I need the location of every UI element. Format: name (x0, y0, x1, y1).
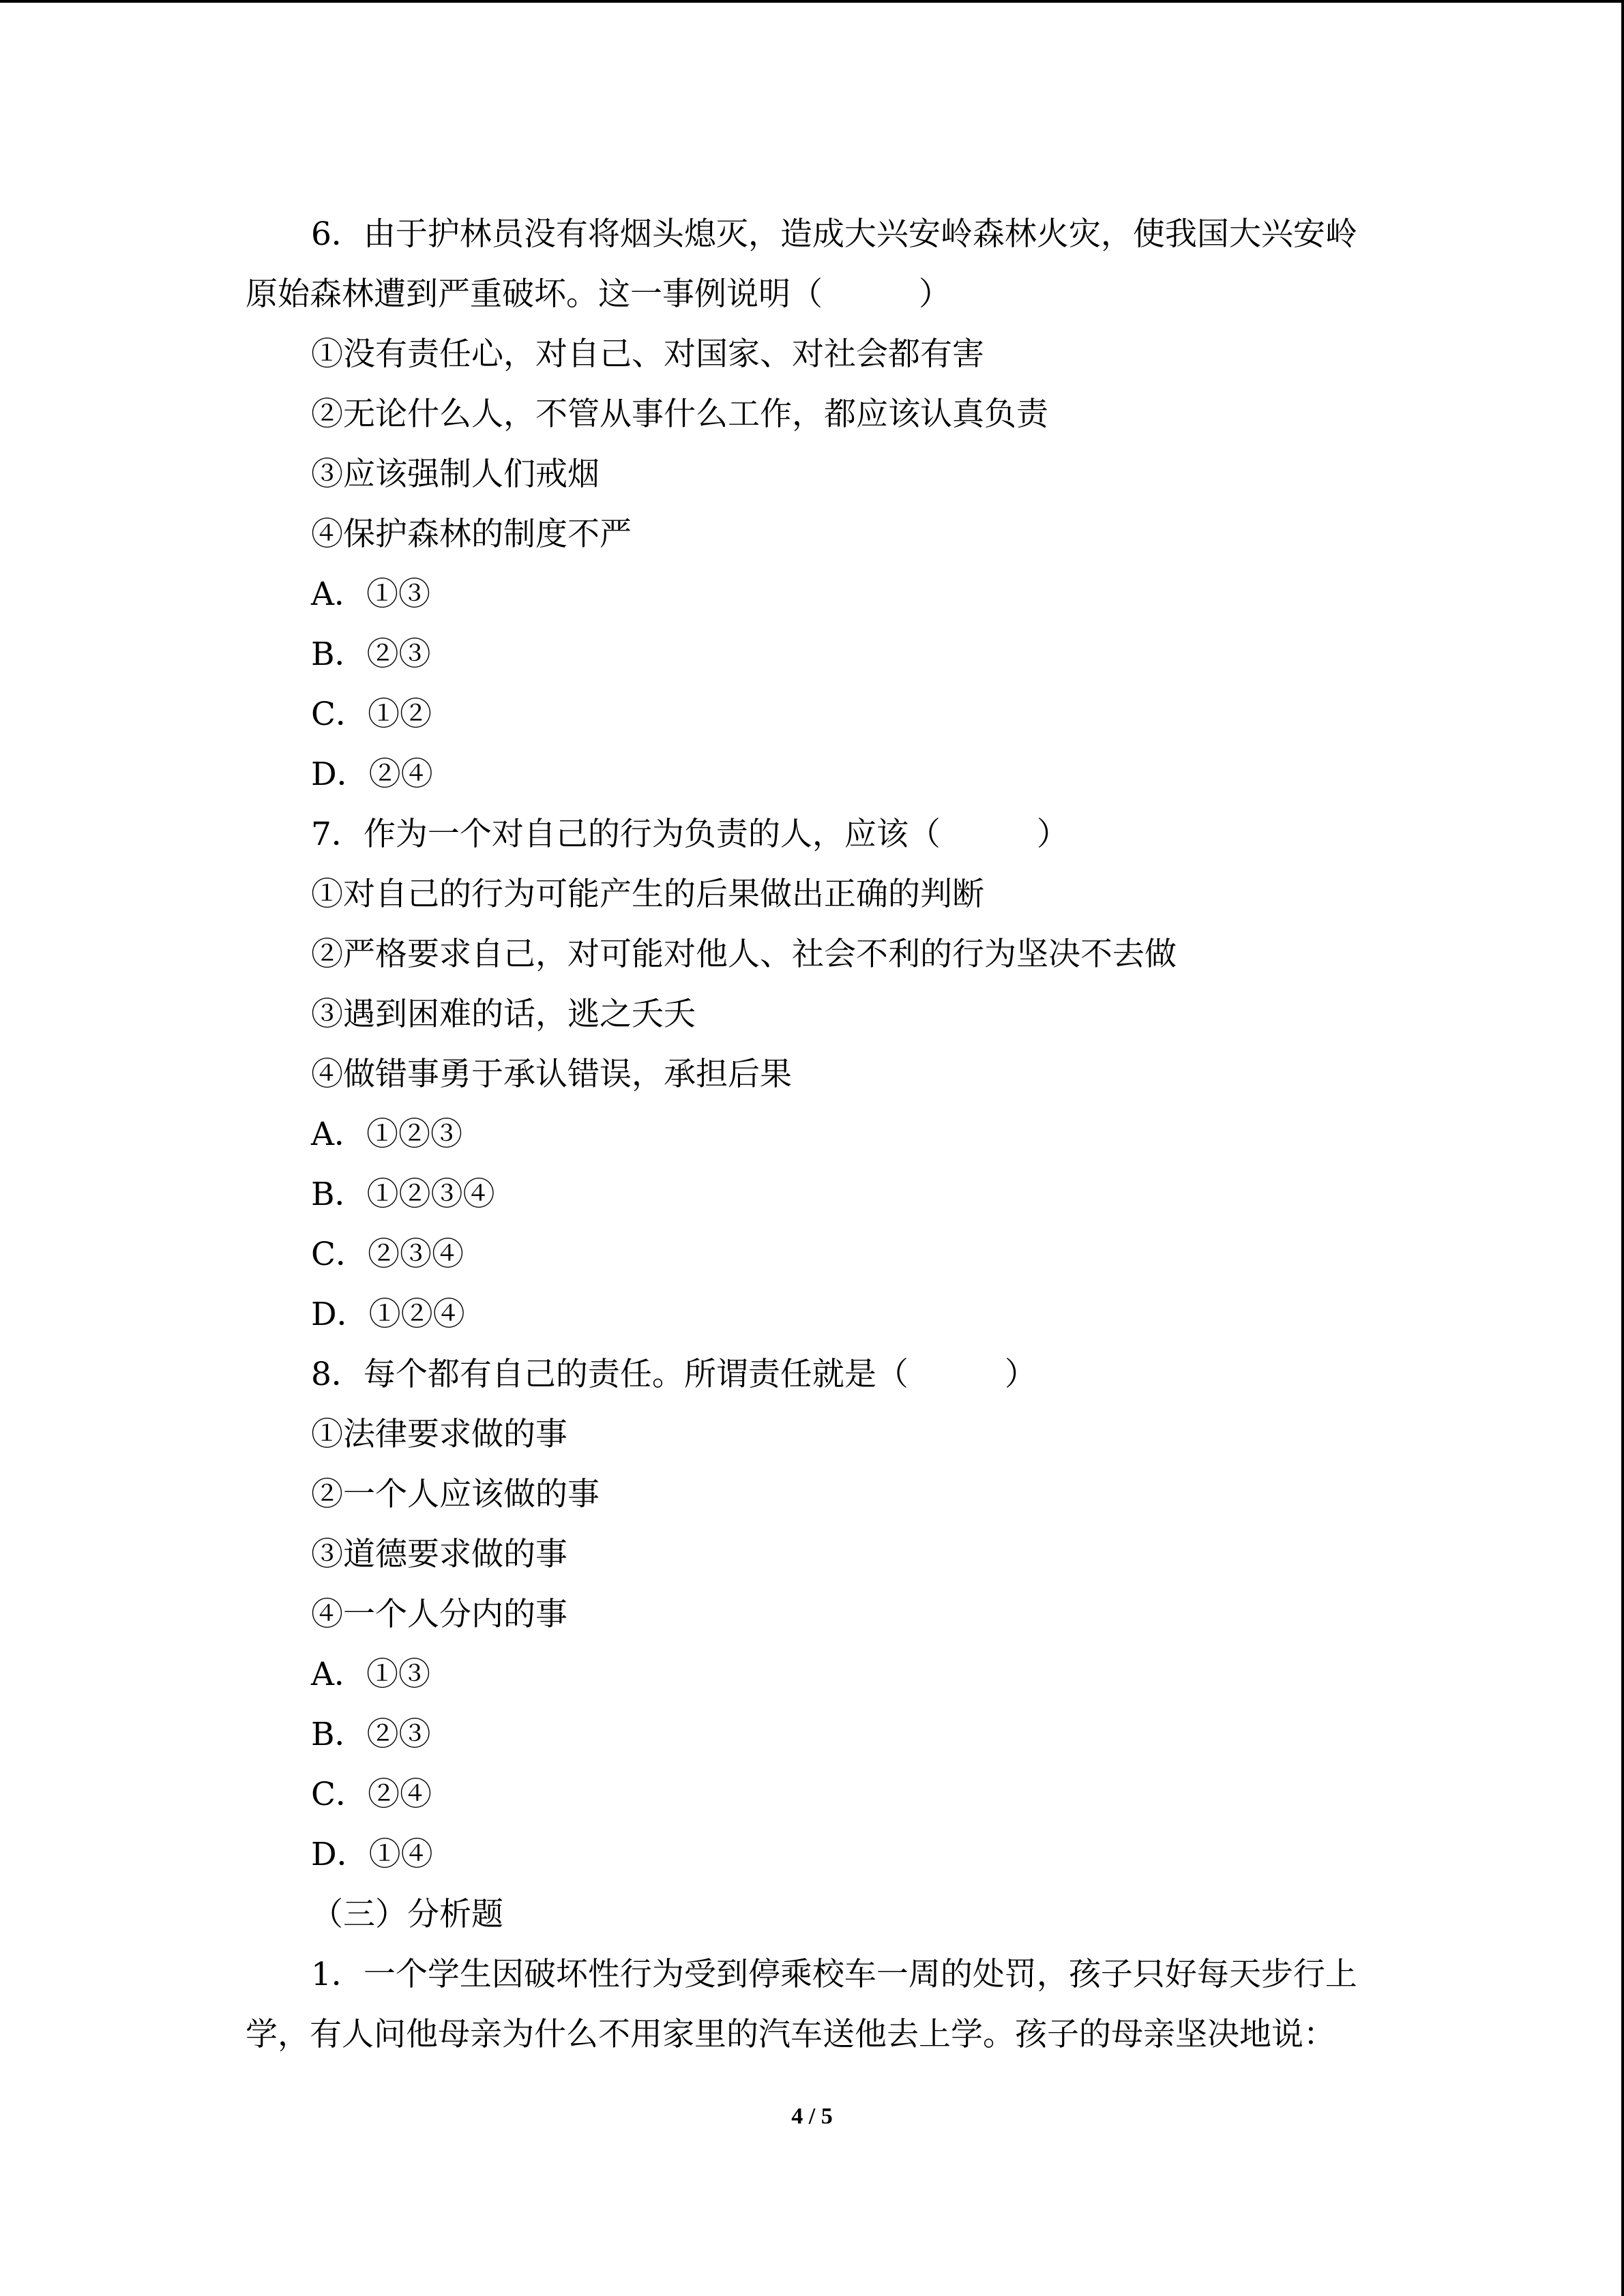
q8-statement-3: ③道德要求做的事 (311, 1536, 567, 1573)
q8-option-c: C．②④ (311, 1776, 432, 1813)
q6-statement-4: ④保护森林的制度不严 (311, 516, 632, 553)
q7-statement-2: ②严格要求自己，对可能对他人、社会不利的行为坚决不去做 (311, 936, 1177, 973)
q6-option-d: D．②④ (311, 756, 433, 793)
q6-option-b: B．②③ (311, 636, 431, 673)
section3-q1-line2: 学，有人问他母亲为什么不用家里的汽车送他去上学。孩子的母亲坚决地说： (246, 2016, 1335, 2053)
section3-q1-line1: 1．一个学生因破坏性行为受到停乘校车一周的处罚，孩子只好每天步行上 (311, 1956, 1357, 1993)
q8-option-b: B．②③ (311, 1716, 431, 1753)
q8-option-a: A．①③ (311, 1656, 430, 1693)
q8-statement-4: ④一个人分内的事 (311, 1596, 567, 1633)
q8-stem: 8．每个都有自己的责任。所谓责任就是（ ） (311, 1356, 1037, 1393)
q6-statement-2: ②无论什么人，不管从事什么工作，都应该认真负责 (311, 396, 1048, 433)
q7-stem: 7．作为一个对自己的行为负责的人，应该（ ） (311, 816, 1069, 853)
page-number: 4 / 5 (791, 2104, 833, 2129)
q7-option-a: A．①②③ (311, 1116, 462, 1153)
q6-stem-line1: 6．由于护林员没有将烟头熄灭，造成大兴安岭森林火灾，使我国大兴安岭 (311, 215, 1357, 253)
q7-option-b: B．①②③④ (311, 1176, 495, 1213)
q8-option-d: D．①④ (311, 1836, 433, 1873)
q6-option-c: C．①② (311, 696, 432, 733)
document-body (246, 205, 1378, 2065)
page-border-right (1621, 0, 1624, 2296)
q6-option-a: A．①③ (311, 576, 430, 613)
q8-statement-1: ①法律要求做的事 (311, 1416, 567, 1453)
q6-statement-1: ①没有责任心，对自己、对国家、对社会都有害 (311, 336, 984, 373)
q7-statement-3: ③遇到困难的话，逃之夭夭 (311, 996, 696, 1033)
q6-statement-3: ③应该强制人们戒烟 (311, 456, 600, 493)
q8-statement-2: ②一个人应该做的事 (311, 1476, 600, 1513)
q6-stem-line2: 原始森林遭到严重破坏。这一事例说明（ ） (246, 275, 951, 313)
q7-option-d: D．①②④ (311, 1296, 465, 1333)
q7-statement-1: ①对自己的行为可能产生的后果做出正确的判断 (311, 876, 984, 913)
q7-statement-4: ④做错事勇于承认错误，承担后果 (311, 1056, 792, 1093)
q7-option-c: C．②③④ (311, 1236, 464, 1273)
section3-heading: （三）分析题 (311, 1896, 503, 1933)
page-border-top (0, 0, 1624, 3)
